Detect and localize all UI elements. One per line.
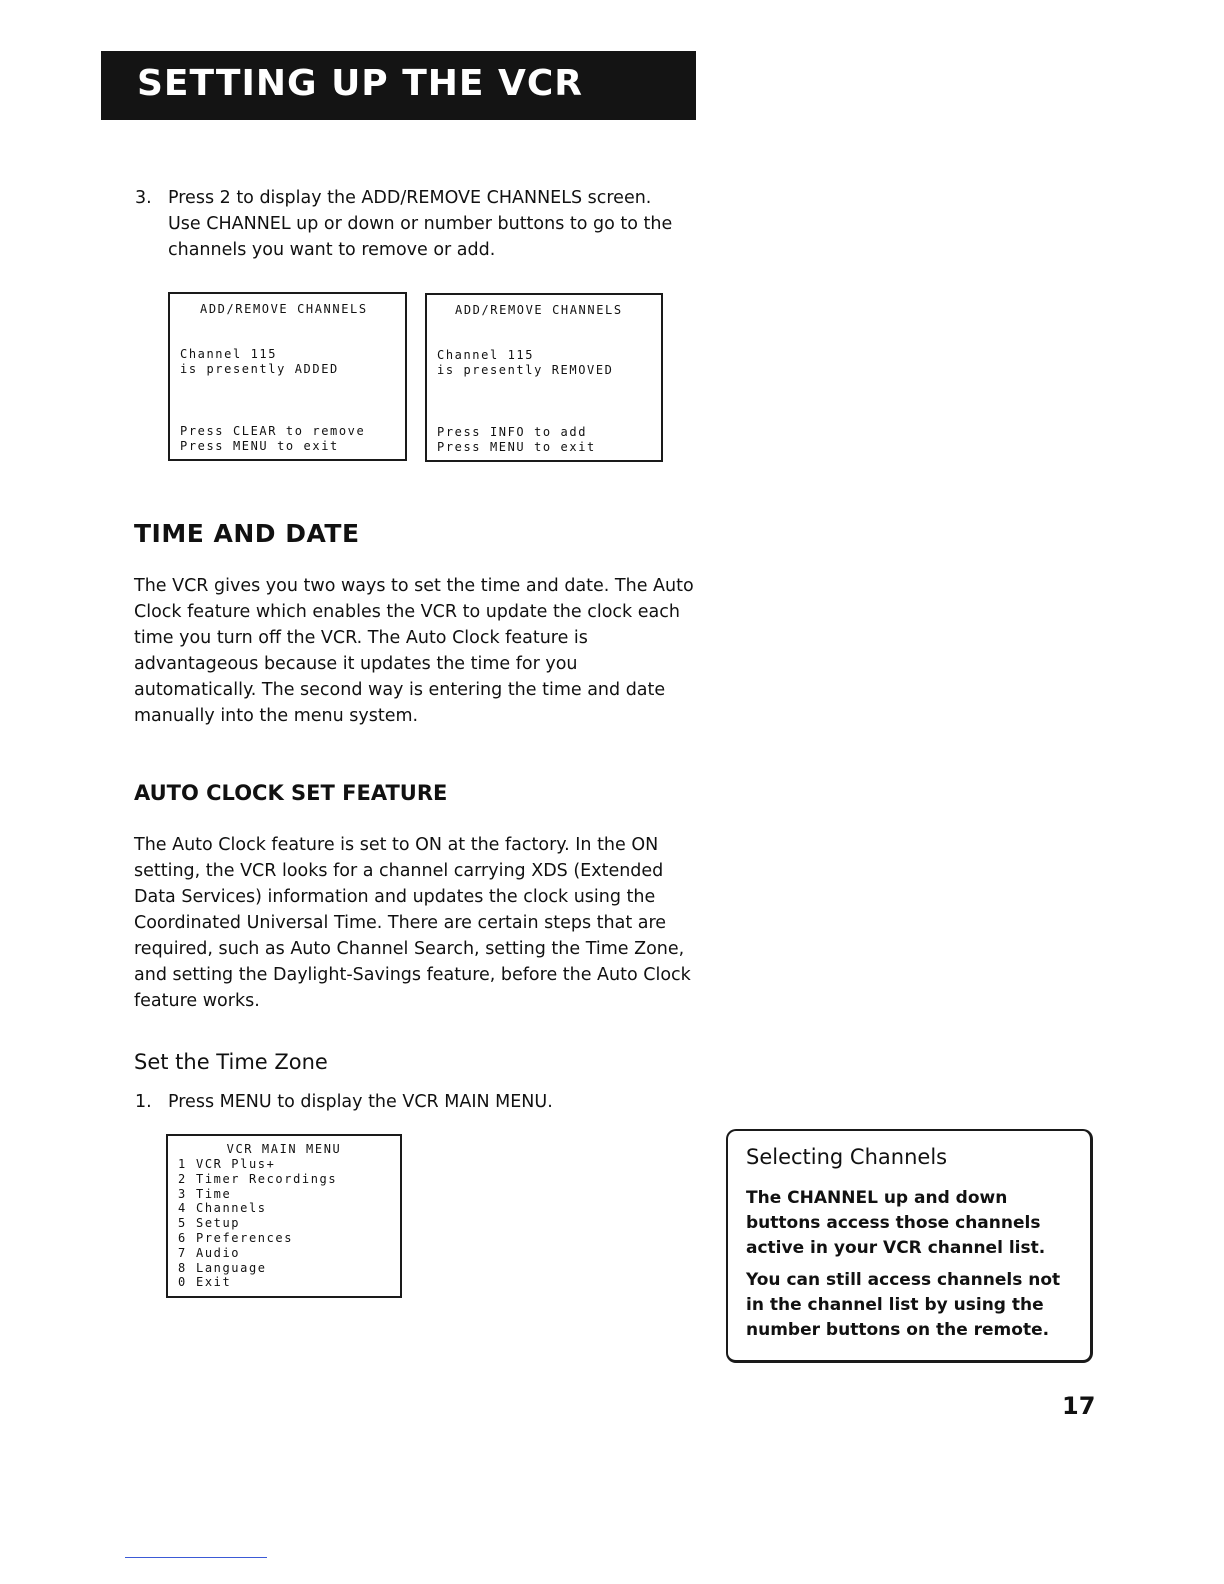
- screen-line: is presently REMOVED: [437, 363, 614, 377]
- screen-line: Press CLEAR to remove: [180, 424, 366, 438]
- menu-label: Setup: [196, 1216, 241, 1231]
- step-number: 1.: [135, 1092, 152, 1112]
- menu-item: [178, 1216, 337, 1231]
- time-date-body: The VCR gives you two ways to set the time and date. The Auto Clock feature which enables the VCR to update the clock each time you turn off the VCR. The Auto Clock feature is advantageous because it updates the time for you automatically. The second way is entering the time and date manually into the menu system.: [134, 576, 694, 726]
- screen-removed: [425, 293, 663, 462]
- header-bar: [101, 51, 696, 120]
- menu-item: [178, 1231, 337, 1246]
- sidebar-note: [726, 1129, 1093, 1363]
- menu-key: 0: [178, 1275, 187, 1290]
- menu-item: [178, 1261, 337, 1276]
- menu-label: Preferences: [196, 1230, 294, 1245]
- page-title: SETTING UP THE VCR: [137, 63, 584, 104]
- screen-added: [168, 292, 407, 461]
- sidebar-paragraph: You can still access channels not in the channel list by using the number buttons on the remote.: [746, 1270, 1061, 1340]
- menu-label: Channels: [196, 1201, 267, 1216]
- screen-line: Channel 115: [180, 347, 278, 361]
- menu-label: Timer Recordings: [196, 1171, 338, 1186]
- screen-line: Press INFO to add: [437, 425, 588, 439]
- menu-key: 3: [178, 1186, 187, 1201]
- menu-label: Exit: [196, 1275, 232, 1290]
- menu-item: [178, 1172, 337, 1187]
- menu-label: Language: [196, 1260, 267, 1275]
- menu-list: [178, 1157, 337, 1290]
- menu-item: [178, 1201, 337, 1216]
- menu-key: 8: [178, 1260, 187, 1275]
- subheading-time-zone: Set the Time Zone: [134, 1050, 328, 1074]
- page-number: 17: [1062, 1392, 1096, 1420]
- menu-item: [178, 1246, 337, 1261]
- menu-key: 5: [178, 1216, 187, 1231]
- menu-key: 2: [178, 1171, 187, 1186]
- section-heading-auto-clock: AUTO CLOCK SET FEATURE: [134, 781, 448, 805]
- screen-title: ADD/REMOVE CHANNELS: [200, 302, 368, 316]
- divider: [125, 1557, 267, 1558]
- vcr-main-menu-screen: [166, 1134, 402, 1298]
- screen-line: Press MENU to exit: [437, 440, 596, 454]
- menu-item: [178, 1187, 337, 1202]
- step-number: 3.: [135, 188, 152, 208]
- screen-line: Press MENU to exit: [180, 439, 339, 453]
- sidebar-title: Selecting Channels: [746, 1145, 948, 1169]
- menu-item: [178, 1157, 337, 1172]
- menu-key: 7: [178, 1245, 187, 1260]
- screen-line: Channel 115: [437, 348, 535, 362]
- menu-title: VCR MAIN MENU: [226, 1142, 342, 1156]
- screen-title: ADD/REMOVE CHANNELS: [455, 303, 623, 317]
- menu-key: 6: [178, 1230, 187, 1245]
- menu-key: 1: [178, 1157, 187, 1171]
- section-heading-time-date: TIME AND DATE: [134, 519, 360, 548]
- menu-label: VCR Plus+: [196, 1157, 276, 1171]
- step-1: [135, 1089, 695, 1117]
- menu-label: Time: [196, 1186, 232, 1201]
- menu-key: 4: [178, 1201, 187, 1216]
- menu-label: Audio: [196, 1245, 241, 1260]
- step-text: Press 2 to display the ADD/REMOVE CHANNELS screen. Use CHANNEL up or down or number buttons to go to the channels you want to remove or add.: [168, 188, 673, 260]
- sidebar-paragraph: The CHANNEL up and down buttons access those channels active in your VCR channel list.: [746, 1188, 1046, 1258]
- menu-item: [178, 1275, 337, 1290]
- screen-line: is presently ADDED: [180, 362, 339, 376]
- step-text: Press MENU to display the VCR MAIN MENU.: [168, 1092, 553, 1112]
- step-3: [135, 185, 695, 265]
- auto-clock-body: The Auto Clock feature is set to ON at the factory. In the ON setting, the VCR looks for a channel carrying XDS (Extended Data Services) information and updates the clock using the Coordinated Universal Time. There are certain steps that are required, such as Auto Channel Search, setting the Time Zone, and setting the Daylight-Savings feature, before the Auto Clock feature works.: [134, 835, 691, 1011]
